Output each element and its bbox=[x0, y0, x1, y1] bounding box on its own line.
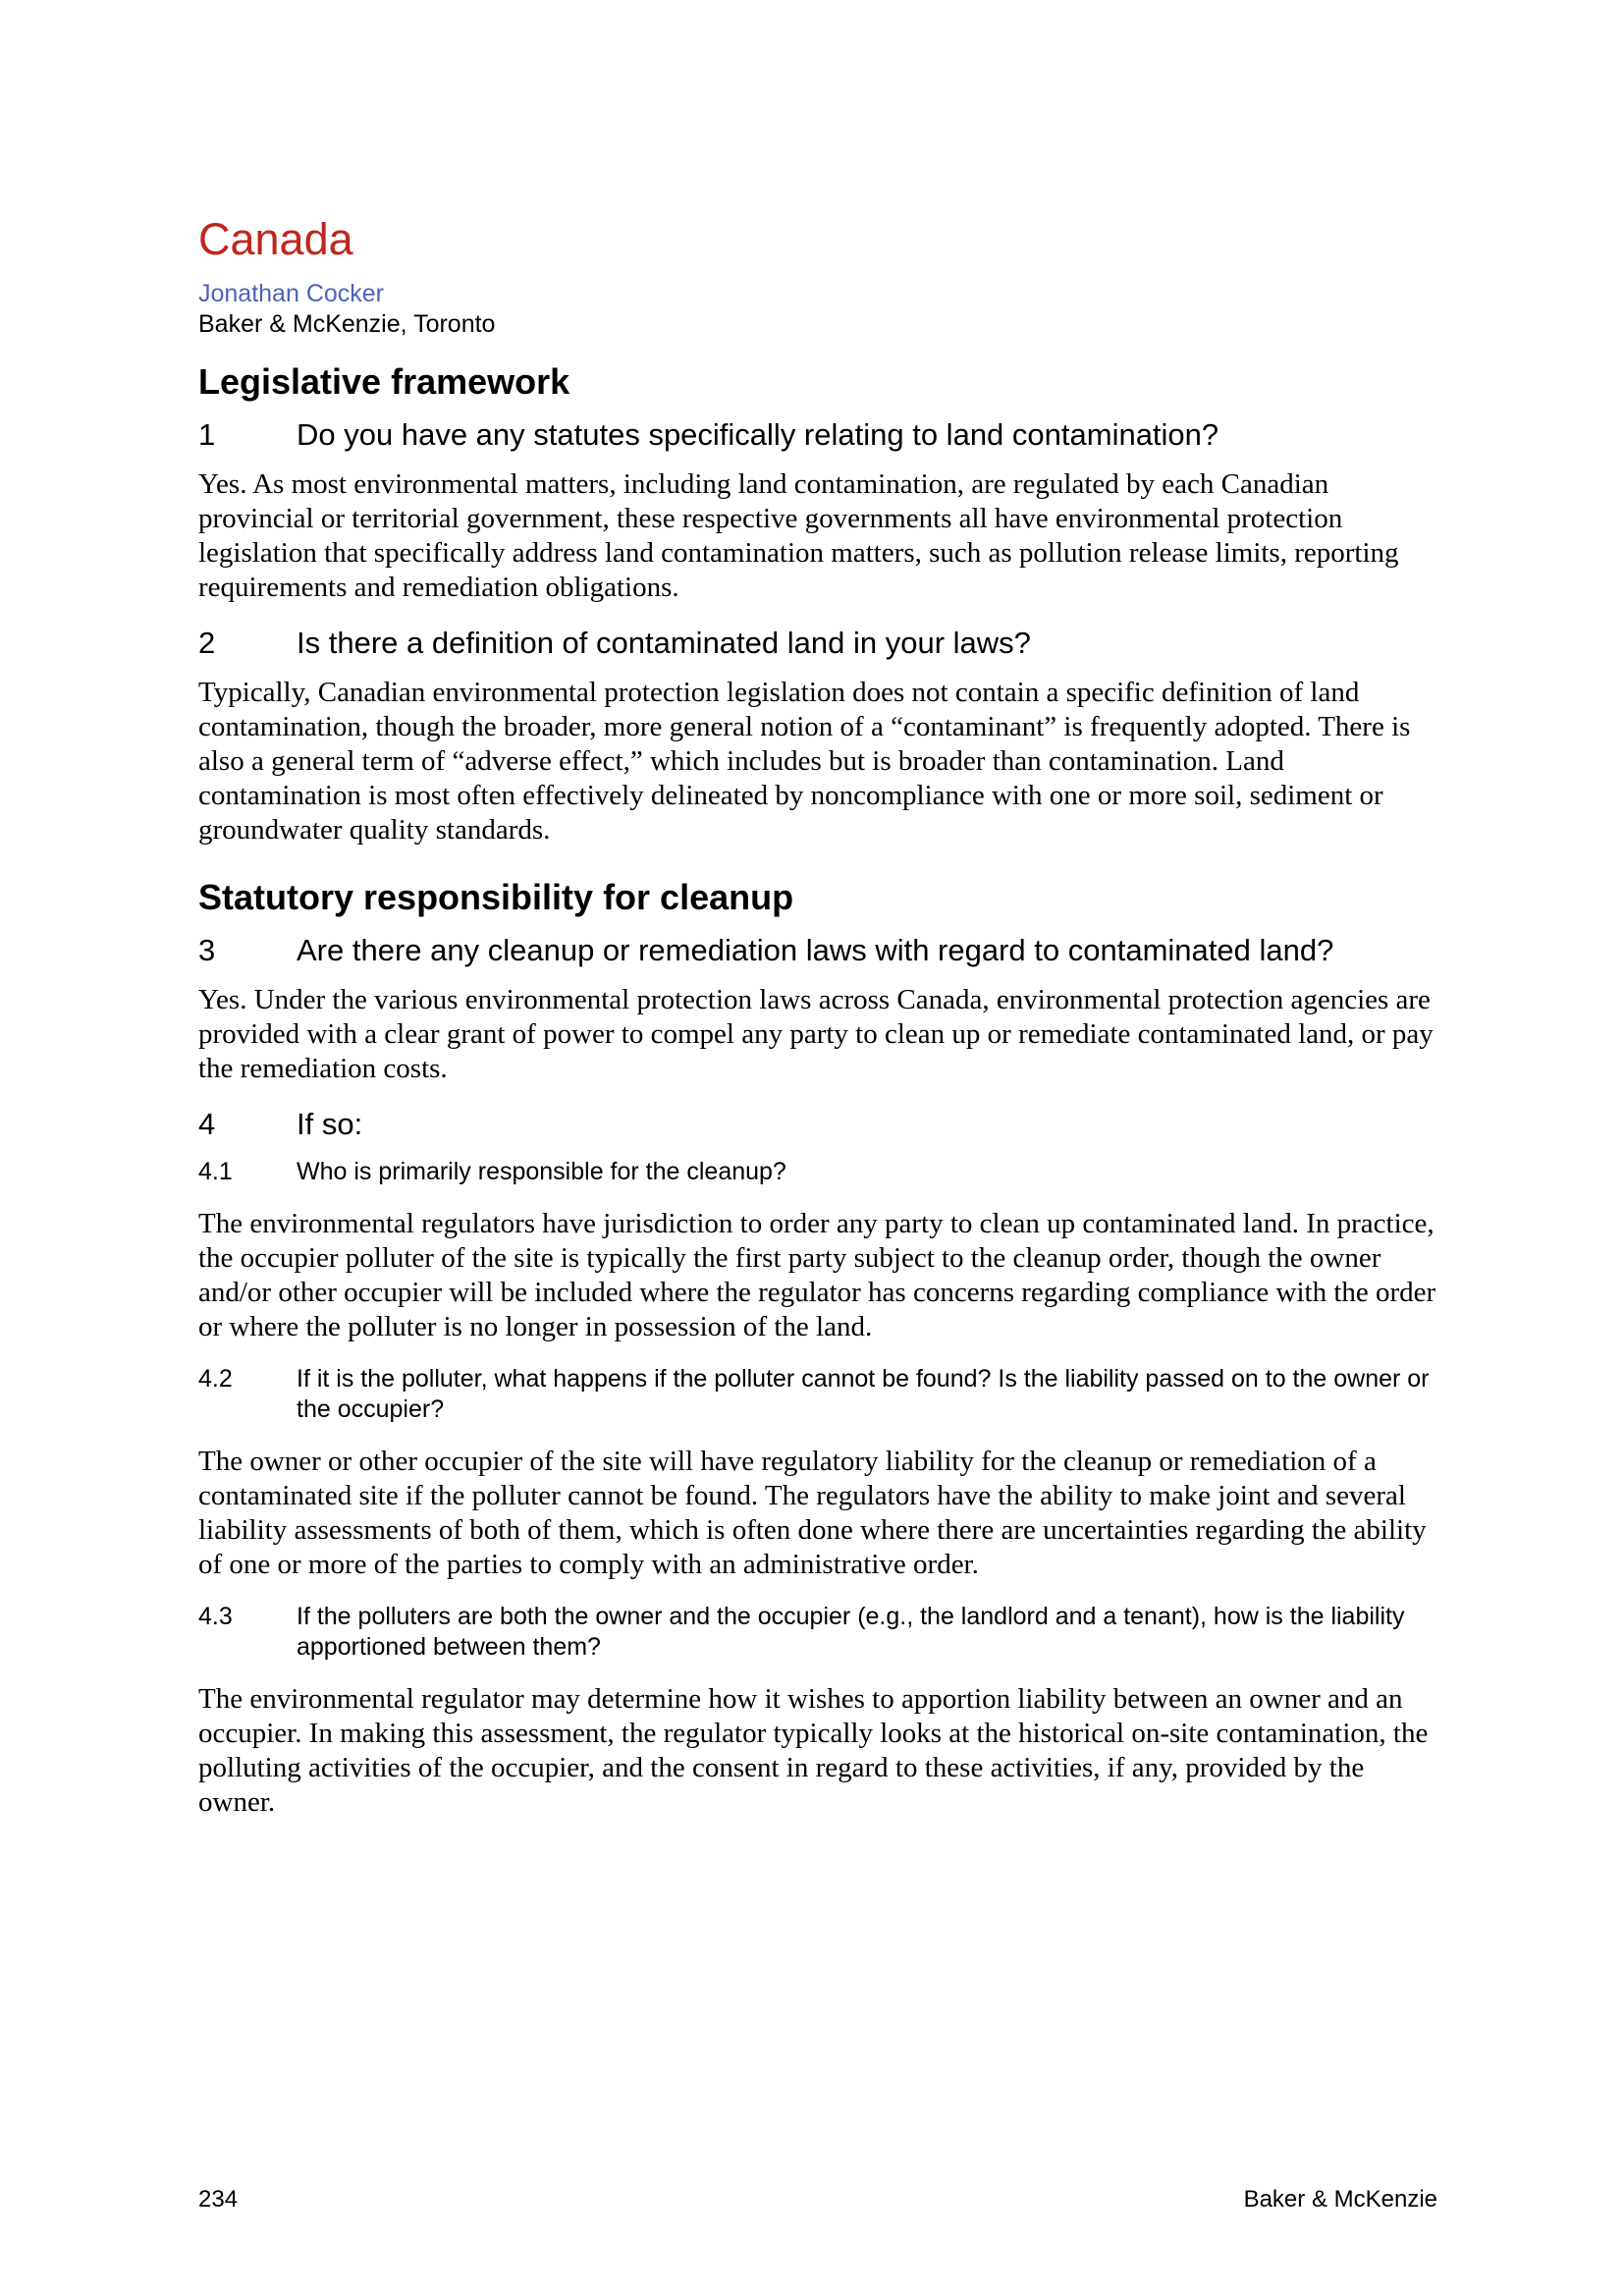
question-text: If the polluters are both the owner and the occupier (e.g., the landlord and a tenant), how is the liability apportioned between them? bbox=[297, 1603, 1405, 1661]
answer-3: Yes. Under the various environmental protection laws across Canada, environmental protection agencies are provided with a clear grant of power to compel any party to clean up or remediate contaminated land, or pay the remediation costs. bbox=[198, 984, 1434, 1084]
footer-publisher: Baker & McKenzie bbox=[1243, 2186, 1437, 2213]
question-text: Are there any cleanup or remediation laws with regard to contaminated land? bbox=[297, 933, 1334, 967]
question-1 bbox=[198, 416, 1437, 454]
answer-4-3: The environmental regulator may determine how it wishes to apportion liability between an owner and an occupier. In making this assessment, the regulator typically looks at the historical on-site contamination, the polluting activities of the occupier, and the consent in regard to these activities, if any, provided by the owner. bbox=[198, 1683, 1429, 1818]
country-title: Canada bbox=[198, 214, 353, 264]
question-number: 4.3 bbox=[198, 1603, 233, 1630]
question-4-2 bbox=[198, 1364, 1437, 1425]
question-text: If so: bbox=[297, 1107, 363, 1141]
question-4-1 bbox=[198, 1157, 1437, 1187]
question-4-3 bbox=[198, 1602, 1437, 1663]
page-content bbox=[198, 210, 1437, 1820]
page-number: 234 bbox=[198, 2186, 239, 2213]
question-number: 3 bbox=[198, 933, 216, 967]
page-footer bbox=[198, 2186, 1437, 2214]
question-number: 4.1 bbox=[198, 1158, 233, 1185]
question-number: 2 bbox=[198, 626, 216, 660]
answer-4-2: The owner or other occupier of the site will have regulatory liability for the cleanup or remediation of a contaminated site if the polluter cannot be found. The regulators have the ability to make joint and several liability assessments of both of them, which is often done where there are uncertainties regarding the ability of one or more of the parties to comply with an administrative order. bbox=[198, 1446, 1427, 1580]
question-text: Is there a definition of contaminated land in your laws? bbox=[297, 626, 1031, 660]
question-text: Do you have any statutes specifically relating to land contamination? bbox=[297, 417, 1219, 452]
answer-2: Typically, Canadian environmental protection legislation does not contain a specific definition of land contamination, though the broader, more general notion of a “contaminant” is frequently adopted. There is also a general term of “adverse effect,” which includes but is broader than contamination. Land contamination is most often effectively delineated by noncompliance with one or more soil, sediment or groundwater quality standards. bbox=[198, 677, 1411, 846]
question-text: Who is primarily responsible for the cleanup? bbox=[297, 1158, 786, 1185]
section-heading-legislative-framework: Legislative framework bbox=[198, 361, 570, 402]
author-name: Jonathan Cocker bbox=[198, 280, 385, 307]
answer-4-1: The environmental regulators have jurisdiction to order any party to clean up contaminated land. In practice, the occupier polluter of the site is typically the first party subject to the cleanup order, though the owner and/or other occupier will be included where the regulator has concerns regarding compliance with the order or where the polluter is no longer in possession of the land. bbox=[198, 1208, 1436, 1342]
section-heading-statutory-responsibility: Statutory responsibility for cleanup bbox=[198, 877, 794, 917]
question-3 bbox=[198, 932, 1437, 969]
question-text: If it is the polluter, what happens if the polluter cannot be found? Is the liability passed on to the owner or the occupier? bbox=[297, 1365, 1430, 1423]
question-number: 4.2 bbox=[198, 1365, 233, 1393]
question-number: 4 bbox=[198, 1107, 216, 1141]
author-firm: Baker & McKenzie, Toronto bbox=[198, 310, 496, 338]
answer-1: Yes. As most environmental matters, including land contamination, are regulated by each Canadian provincial or territorial government, these respective governments all have environmental protection legislation that specifically address land contamination matters, such as pollution release limits, reporting requirements and remediation obligations. bbox=[198, 468, 1399, 603]
question-number: 1 bbox=[198, 417, 216, 452]
question-2 bbox=[198, 625, 1437, 662]
question-4 bbox=[198, 1106, 1437, 1143]
